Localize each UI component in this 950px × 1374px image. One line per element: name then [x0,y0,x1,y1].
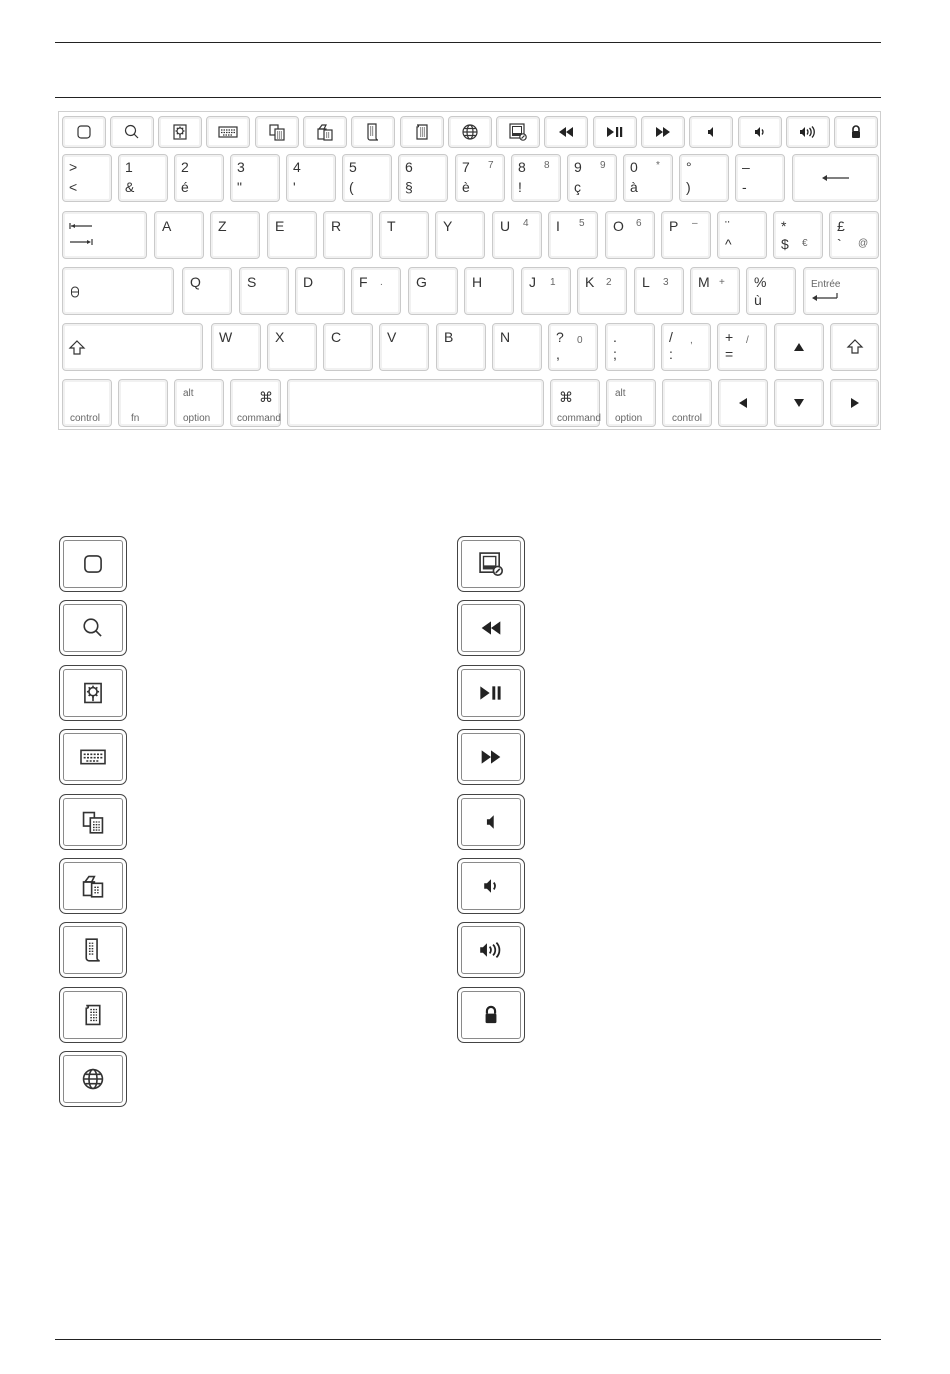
key-top-2[interactable] [267,211,317,259]
key-number-7[interactable] [455,154,505,202]
legend-key-left-8 [59,987,127,1043]
legend-key-right-4 [457,729,525,785]
alt-label: alt [615,388,626,399]
key-number-9[interactable] [567,154,617,202]
key-shift-label: & [125,179,135,195]
key-number-1[interactable] [118,154,168,202]
key-top-4[interactable] [379,211,429,259]
key-bottom-0[interactable] [211,323,261,371]
keyboard-diagram [58,111,881,430]
key-shift-label: à [630,179,638,195]
key-numpad-label: 8 [544,160,550,171]
key-main-label: O [613,218,624,234]
fn-key[interactable] [118,379,168,427]
fn-key-4[interactable] [206,116,250,148]
key-top-10[interactable] [717,211,767,259]
key-bottom-3[interactable] [379,323,429,371]
key-top-11[interactable] [773,211,823,259]
key-top-6[interactable] [492,211,542,259]
key-main-label: 9 [574,159,582,175]
key-number-5[interactable] [342,154,392,202]
key-main-label: ° [686,159,692,175]
key-bottom-7[interactable] [605,323,655,371]
key-alt-label: 0 [577,335,583,346]
fn-key-7[interactable] [351,116,395,148]
key-numpad-label: * [656,160,660,171]
caps-lock-key[interactable] [62,267,174,315]
fn-key-9[interactable] [448,116,492,148]
fn-key-10[interactable] [496,116,540,148]
key-main-label: + [725,329,734,345]
legend-key-right-5 [457,794,525,850]
legend-key-right-7 [457,922,525,978]
fn-key-12[interactable] [593,116,637,148]
option-left-key[interactable] [174,379,224,427]
key-main-label: J [529,274,536,290]
fn-label: fn [131,413,140,424]
fn-key-2[interactable] [110,116,154,148]
control-label: control [672,413,703,424]
key-main-label: V [387,329,397,345]
key-main-label: G [416,274,427,290]
legend-key-left-4 [59,729,127,785]
key-alt-label: 4 [523,218,529,229]
key-main-label: 5 [349,159,357,175]
legend-key-left-2 [59,600,127,656]
key-number-4[interactable] [286,154,336,202]
command-symbol: ⌘ [259,389,273,405]
command-label: command [557,413,601,424]
fn-key-14[interactable] [689,116,733,148]
key-top-3[interactable] [323,211,373,259]
key-shift-label: , [556,346,560,362]
enter-key[interactable] [803,267,879,315]
key-main-label: % [754,274,767,290]
key-main-label: L [642,274,650,290]
header-rule-bottom [55,97,881,98]
key-main-label: U [500,218,511,234]
key-main-label: * [781,218,787,234]
key-home-10[interactable] [746,267,796,315]
key-main-label: Y [443,218,453,234]
legend-key-right-8 [457,987,525,1043]
key-number-11[interactable] [679,154,729,202]
key-main-label: . [613,329,617,345]
key-alt-label: / [746,335,749,346]
enter-label: Entrée [811,279,841,290]
fn-key-11[interactable] [544,116,588,148]
key-main-label: F [359,274,368,290]
key-main-label: P [669,218,679,234]
legend-key-right-2 [457,600,525,656]
key-number-0[interactable] [62,154,112,202]
key-shift-label: ( [349,179,354,195]
key-shift-label: è [462,179,470,195]
key-alt-label: 6 [636,218,642,229]
key-main-label: M [698,274,710,290]
key-main-label: 6 [405,159,413,175]
key-main-label: N [500,329,511,345]
key-number-8[interactable] [511,154,561,202]
legend-key-left-7 [59,922,127,978]
key-number-10[interactable] [623,154,673,202]
key-home-8[interactable] [634,267,684,315]
key-home-2[interactable] [295,267,345,315]
header-rule-top [55,42,881,43]
fn-key-3[interactable] [158,116,202,148]
tab-arrows-icon [68,221,94,252]
key-bottom-1[interactable] [267,323,317,371]
key-shift-label: : [669,346,673,362]
legend-key-right-1 [457,536,525,592]
fn-key-8[interactable] [400,116,444,148]
legend-key-left-1 [59,536,127,592]
key-number-6[interactable] [398,154,448,202]
fn-key-1[interactable] [62,116,106,148]
key-main-label: X [275,329,285,345]
key-main-label: H [472,274,483,290]
key-home-3[interactable] [351,267,401,315]
key-main-label: 7 [462,159,470,175]
control-right-key[interactable] [662,379,712,427]
control-left-key[interactable] [62,379,112,427]
key-main-label: 8 [518,159,526,175]
key-numpad-label: 1 [550,277,556,288]
key-top-12[interactable] [829,211,879,259]
key-numpad-label: . [380,277,383,288]
fn-key-5[interactable] [255,116,299,148]
key-bottom-5[interactable] [492,323,542,371]
fn-key-6[interactable] [303,116,347,148]
key-top-8[interactable] [605,211,655,259]
key-number-2[interactable] [174,154,224,202]
enter-arrow-icon [811,290,839,308]
legend-key-left-9 [59,1051,127,1107]
arrow-down-key[interactable] [774,379,824,427]
key-home-9[interactable] [690,267,740,315]
option-right-key[interactable] [606,379,656,427]
key-home-6[interactable] [521,267,571,315]
key-main-label: Z [218,218,227,234]
command-label: command [237,413,281,424]
key-bottom-8[interactable] [661,323,711,371]
key-numpad-label: + [719,277,725,288]
key-bottom-2[interactable] [323,323,373,371]
key-alt-label: 5 [579,218,585,229]
key-home-7[interactable] [577,267,627,315]
legend-key-right-3 [457,665,525,721]
shift-right-key[interactable] [830,323,879,371]
key-alt-label: , [690,335,693,346]
key-main-label: 0 [630,159,638,175]
key-shift-label: $ [781,236,789,252]
key-top-7[interactable] [548,211,598,259]
fn-key-17[interactable] [834,116,878,148]
key-bottom-4[interactable] [436,323,486,371]
key-main-label: / [669,329,673,345]
legend-key-left-5 [59,794,127,850]
key-shift-label: é [181,179,189,195]
fn-key-15[interactable] [738,116,782,148]
key-top-0[interactable] [154,211,204,259]
alt-label: alt [183,388,194,399]
legend-key-left-6 [59,858,127,914]
key-main-label: I [556,218,560,234]
command-left-key[interactable] [230,379,281,427]
key-top-1[interactable] [210,211,260,259]
key-main-label: E [275,218,285,234]
shift-arrow-icon [68,339,86,362]
option-label: option [183,413,211,424]
key-shift-label: ) [686,179,691,195]
legend-key-right-6 [457,858,525,914]
key-main-label: 3 [237,159,245,175]
key-main-label: – [742,159,750,175]
shift-left-key[interactable] [62,323,203,371]
key-main-label: Q [190,274,201,290]
command-symbol: ⌘ [559,389,573,405]
key-main-label: 2 [181,159,189,175]
key-top-9[interactable] [661,211,711,259]
key-alt-label: – [692,218,698,229]
fn-key-16[interactable] [786,116,830,148]
footer-rule [55,1339,881,1340]
key-shift-label: ' [293,179,296,195]
key-main-label: R [331,218,342,234]
caps-lock-icon [69,285,81,304]
key-shift-label: ç [574,179,581,195]
key-main-label: £ [837,218,845,234]
key-main-label: D [303,274,314,290]
key-shift-label: - [742,179,747,195]
key-numpad-label: 7 [488,160,494,171]
key-main-label: S [247,274,257,290]
key-main-label: K [585,274,595,290]
key-bottom-9[interactable] [717,323,767,371]
legend-key-left-3 [59,665,127,721]
key-top-5[interactable] [435,211,485,259]
key-home-0[interactable] [182,267,232,315]
fn-key-13[interactable] [641,116,685,148]
key-shift-label: ` [837,236,842,252]
key-number-3[interactable] [230,154,280,202]
key-home-4[interactable] [408,267,458,315]
key-alt-label: @ [858,238,869,249]
key-shift-label: ! [518,179,522,195]
tab-key[interactable] [62,211,147,259]
space-bar[interactable] [287,379,544,427]
key-bottom-6[interactable] [548,323,598,371]
arrow-up-key[interactable] [774,323,824,371]
arrow-right-key[interactable] [830,379,879,427]
key-numpad-label: 9 [600,160,606,171]
key-main-label: A [162,218,172,234]
key-number-12[interactable] [735,154,785,202]
key-numpad-label: 3 [663,277,669,288]
key-shift-label: ^ [725,236,732,252]
key-main-label: ¨ [725,218,730,234]
key-alt-label: € [802,238,808,249]
key-home-1[interactable] [239,267,289,315]
key-home-5[interactable] [464,267,514,315]
key-shift-label: " [237,179,242,195]
arrow-left-key[interactable] [718,379,768,427]
key-main-label: ? [556,329,564,345]
option-label: option [615,413,643,424]
key-shift-label: ù [754,292,762,308]
key-shift-label: § [405,179,413,195]
key-main-label: 4 [293,159,301,175]
key-shift-label: = [725,346,734,362]
key-main-label: 1 [125,159,133,175]
key-main-label: C [331,329,342,345]
key-shift-label: < [69,179,78,195]
key-main-label: B [444,329,454,345]
key-numpad-label: 2 [606,277,612,288]
key-main-label: > [69,159,78,175]
key-shift-label: ; [613,346,617,362]
control-label: control [70,413,101,424]
key-main-label: W [219,329,233,345]
command-right-key[interactable] [550,379,600,427]
backspace-key[interactable] [792,154,879,202]
key-main-label: T [387,218,396,234]
